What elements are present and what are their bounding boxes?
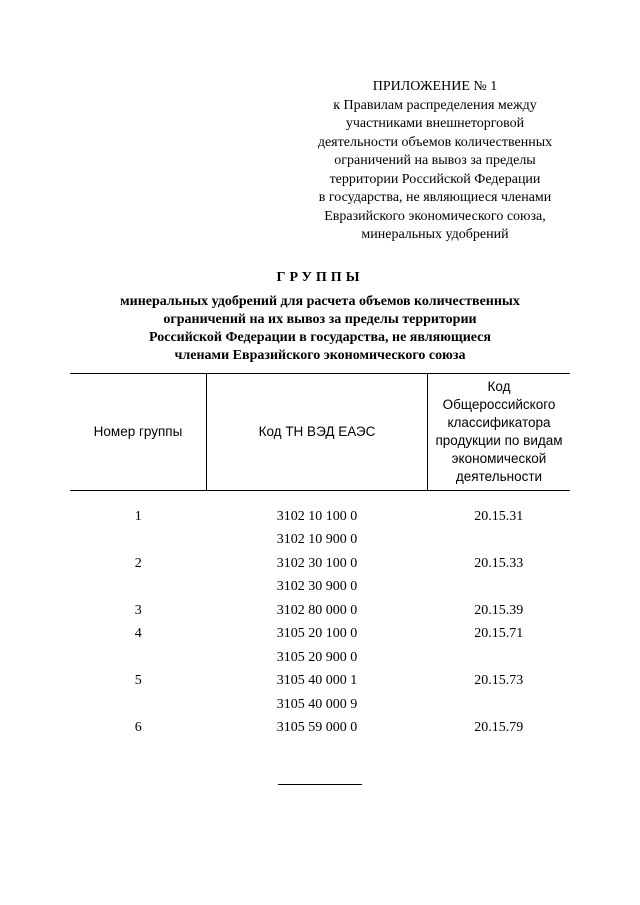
- table-row: [70, 576, 570, 600]
- subtitle-line: минеральных удобрений для расчета объемов количественных: [120, 294, 520, 309]
- cell-code: 3102 10 900 0: [276, 532, 358, 548]
- table-row: [70, 529, 570, 553]
- appendix-line: Евразийского экономического союза,: [324, 208, 546, 224]
- cell-group: 1: [134, 508, 142, 524]
- appendix-line: к Правилам распределения между: [333, 97, 537, 113]
- subtitle-line: членами Евразийского экономического союза: [174, 348, 466, 363]
- cell-group: 6: [134, 720, 142, 736]
- cell-group: 3: [134, 602, 142, 618]
- cell-okpd: [428, 529, 571, 553]
- header-group-number: Номер группы: [70, 374, 207, 491]
- appendix-line: минеральных удобрений: [361, 227, 509, 242]
- cell-okpd: [428, 576, 571, 600]
- subtitle-line: ограничений на их вывоз за пределы территории: [163, 312, 477, 327]
- appendix-line: в государства, не являющиеся членами: [318, 190, 552, 205]
- document-title: ГРУППЫ: [276, 270, 364, 285]
- cell-code: 3102 10 100 0: [276, 508, 358, 524]
- cell-group: [70, 576, 207, 600]
- appendix-line: ограничений на вывоз за пределы: [334, 153, 536, 168]
- table-row: [70, 646, 570, 670]
- cell-group: 4: [134, 626, 142, 642]
- header-okpd-line: Общероссийского: [442, 397, 556, 412]
- header-okpd-line: классификатора: [447, 415, 551, 430]
- table-row: [70, 693, 570, 717]
- cell-group: 2: [134, 555, 142, 571]
- appendix-line: участниками внешнеторговой: [345, 116, 525, 131]
- end-divider: [278, 784, 362, 785]
- cell-okpd: 20.15.33: [474, 555, 524, 571]
- appendix-line: территории Российской Федерации: [329, 171, 541, 187]
- cell-code: 3105 20 900 0: [276, 649, 358, 665]
- cell-group: [70, 693, 207, 717]
- appendix-title: ПРИЛОЖЕНИЕ № 1: [372, 79, 498, 94]
- table-row: [70, 670, 570, 694]
- cell-code: 3105 59 000 0: [276, 720, 358, 736]
- header-okpd-line: экономической: [451, 451, 547, 466]
- cell-code: 3105 40 000 9: [276, 696, 358, 712]
- groups-table: [70, 373, 570, 740]
- table-row: [70, 491, 570, 529]
- cell-code: 3105 20 100 0: [276, 626, 358, 642]
- cell-code: 3102 30 100 0: [276, 555, 358, 571]
- cell-group: [70, 529, 207, 553]
- cell-okpd: [428, 693, 571, 717]
- header-okpd-line: деятельности: [455, 469, 543, 484]
- cell-code: 3102 80 000 0: [276, 602, 358, 618]
- cell-code: 3105 40 000 1: [276, 673, 358, 689]
- header-tn-ved-code: Код ТН ВЭД ЕАЭС: [207, 374, 428, 491]
- cell-group: [70, 646, 207, 670]
- cell-okpd: [428, 646, 571, 670]
- appendix-block: [300, 78, 570, 245]
- subtitle-line: Российской Федерации в государства, не являющиеся: [149, 330, 491, 345]
- table-row: [70, 599, 570, 623]
- cell-okpd: 20.15.71: [474, 626, 524, 642]
- table-header-row: [70, 374, 570, 491]
- header-okpd-line: Код: [487, 379, 511, 394]
- header-okpd-line: продукции по видам: [435, 433, 563, 448]
- cell-okpd: 20.15.79: [474, 720, 524, 736]
- cell-okpd: 20.15.73: [474, 673, 524, 689]
- document-subtitle: [70, 293, 570, 365]
- table-row: [70, 623, 570, 647]
- table-row: [70, 717, 570, 741]
- cell-group: 5: [134, 673, 142, 689]
- appendix-line: деятельности объемов количественных: [317, 134, 553, 150]
- cell-okpd: 20.15.31: [474, 508, 524, 524]
- cell-okpd: 20.15.39: [474, 602, 524, 618]
- cell-code: 3102 30 900 0: [276, 579, 358, 595]
- header-okpd-code: [428, 374, 571, 491]
- table-row: [70, 552, 570, 576]
